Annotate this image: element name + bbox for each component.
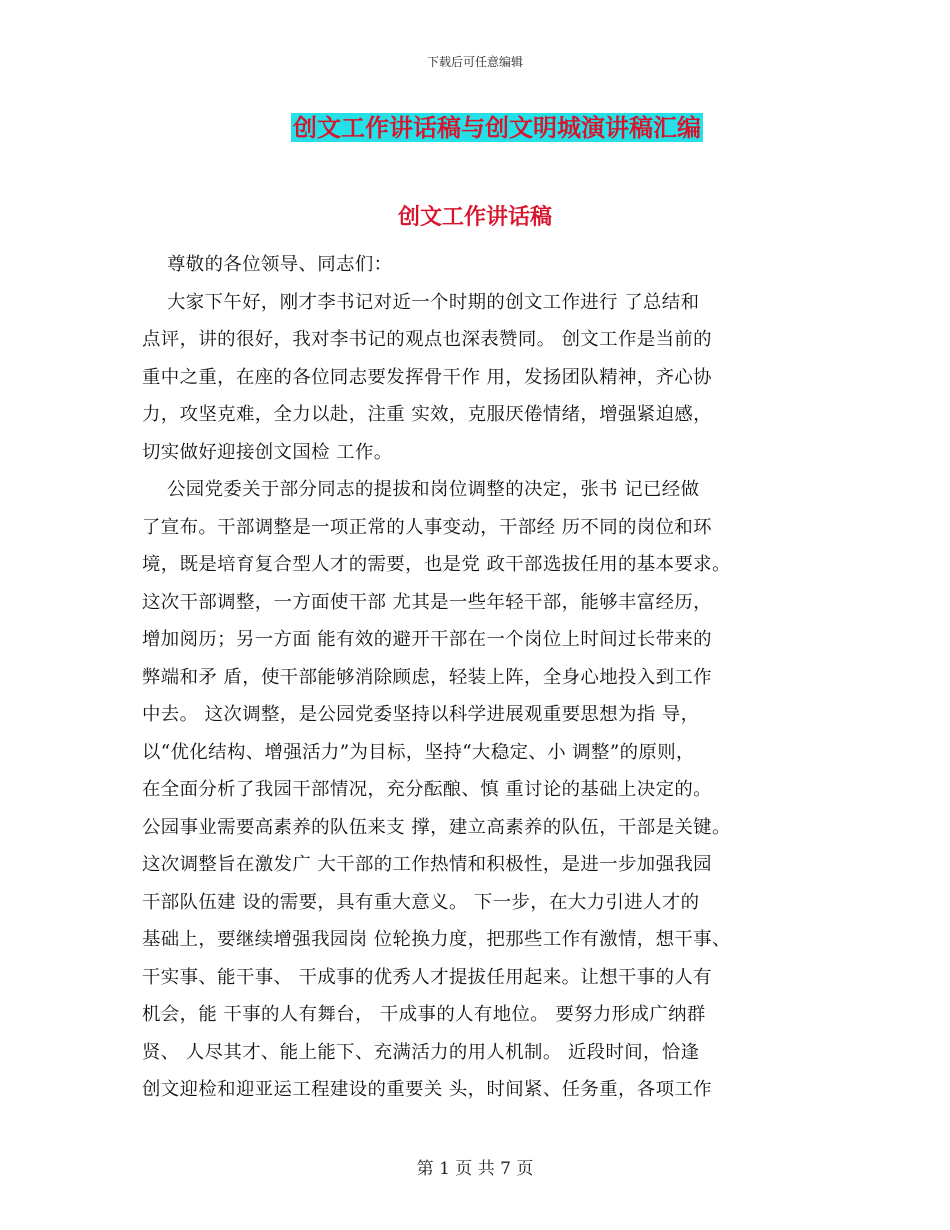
body-line: 点评，讲的很好，我对李书记的观点也深表赞同。 创文工作是当前的 (142, 329, 712, 350)
body-line: 干部队伍建 设的需要，具有重大意义。 下一步，在大力引进人才的 (142, 891, 700, 913)
body-line: 创文迎检和迎亚运工程建设的重要关 头，时间紧、任务重，各项工作 (142, 1079, 712, 1100)
body-line: 贤、 人尽其才、能上能下、充满活力的用人机制。 近段时间，恰逢 (142, 1041, 700, 1063)
body-line: 大家下午好，刚才李书记对近一个时期的创文工作进行 了总结和 (142, 291, 700, 313)
body-line: 尊敬的各位领导、同志们： (142, 254, 393, 275)
document-title-text: 创文工作讲话稿与创文明城演讲稿汇编 (293, 113, 701, 142)
body-line: 这次干部调整，一方面使干部 尤其是一些年轻干部，能够丰富经历， (142, 591, 712, 613)
body-line: 弊端和矛 盾，使干部能够消除顾虑，轻装上阵，全身心地投入到工作 (142, 666, 712, 688)
body-line: 切实做好迎接创文国检 工作。 (142, 441, 393, 463)
document-title (0, 111, 950, 145)
body-line: 这次调整旨在激发广 大干部的工作热情和积极性，是进一步加强我园 (142, 854, 712, 875)
body-line: 境，既是培育复合型人才的需要，也是党 政干部选拔任用的基本要求。 (142, 554, 731, 575)
body-line: 基础上，要继续增强我园岗 位轮换力度，把那些工作有激情，想干事、 (142, 929, 731, 950)
section-title: 创文工作讲话稿 (397, 204, 552, 230)
body-line: 公园事业需要高素养的队伍来支 撑，建立高素养的队伍，干部是关键。 (142, 816, 731, 838)
header-note: 下载后可任意编辑 (426, 55, 523, 69)
body-line: 中去。 这次调整，是公园党委坚持以科学进展观重要思想为指 导， (142, 704, 700, 725)
body-text (142, 246, 818, 1109)
body-line: 以“优化结构、增强活力”为目标，坚持“大稳定、小 调整”的原则， (142, 741, 695, 763)
body-line: 公园党委关于部分同志的提拔和岗位调整的决定，张书 记已经做 (142, 479, 700, 500)
body-line: 机会，能 干事的人有舞台， 干成事的人有地位。 要努力形成广纳群 (142, 1004, 706, 1025)
body-line: 重中之重，在座的各位同志要发挥骨干作 用，发扬团队精神，齐心协 (142, 366, 712, 388)
body-line: 增加阅历；另一方面 能有效的避开干部在一个岗位上时间过长带来的 (142, 629, 712, 650)
body-line: 干实事、能干事、 干成事的优秀人才提拔任用起来。让想干事的人有 (142, 966, 712, 988)
body-line: 力，攻坚克难，全力以赴，注重 实效，克服厌倦情绪，增强紧迫感， (142, 404, 712, 425)
page-footer: 第 1 页 共 7 页 (416, 1159, 534, 1179)
body-line: 在全面分析了我园干部情况，充分酝酿、慎 重讨论的基础上决定的。 (142, 779, 712, 800)
body-line: 了宣布。干部调整是一项正常的人事变动，干部经 历不同的岗位和环 (142, 516, 712, 538)
